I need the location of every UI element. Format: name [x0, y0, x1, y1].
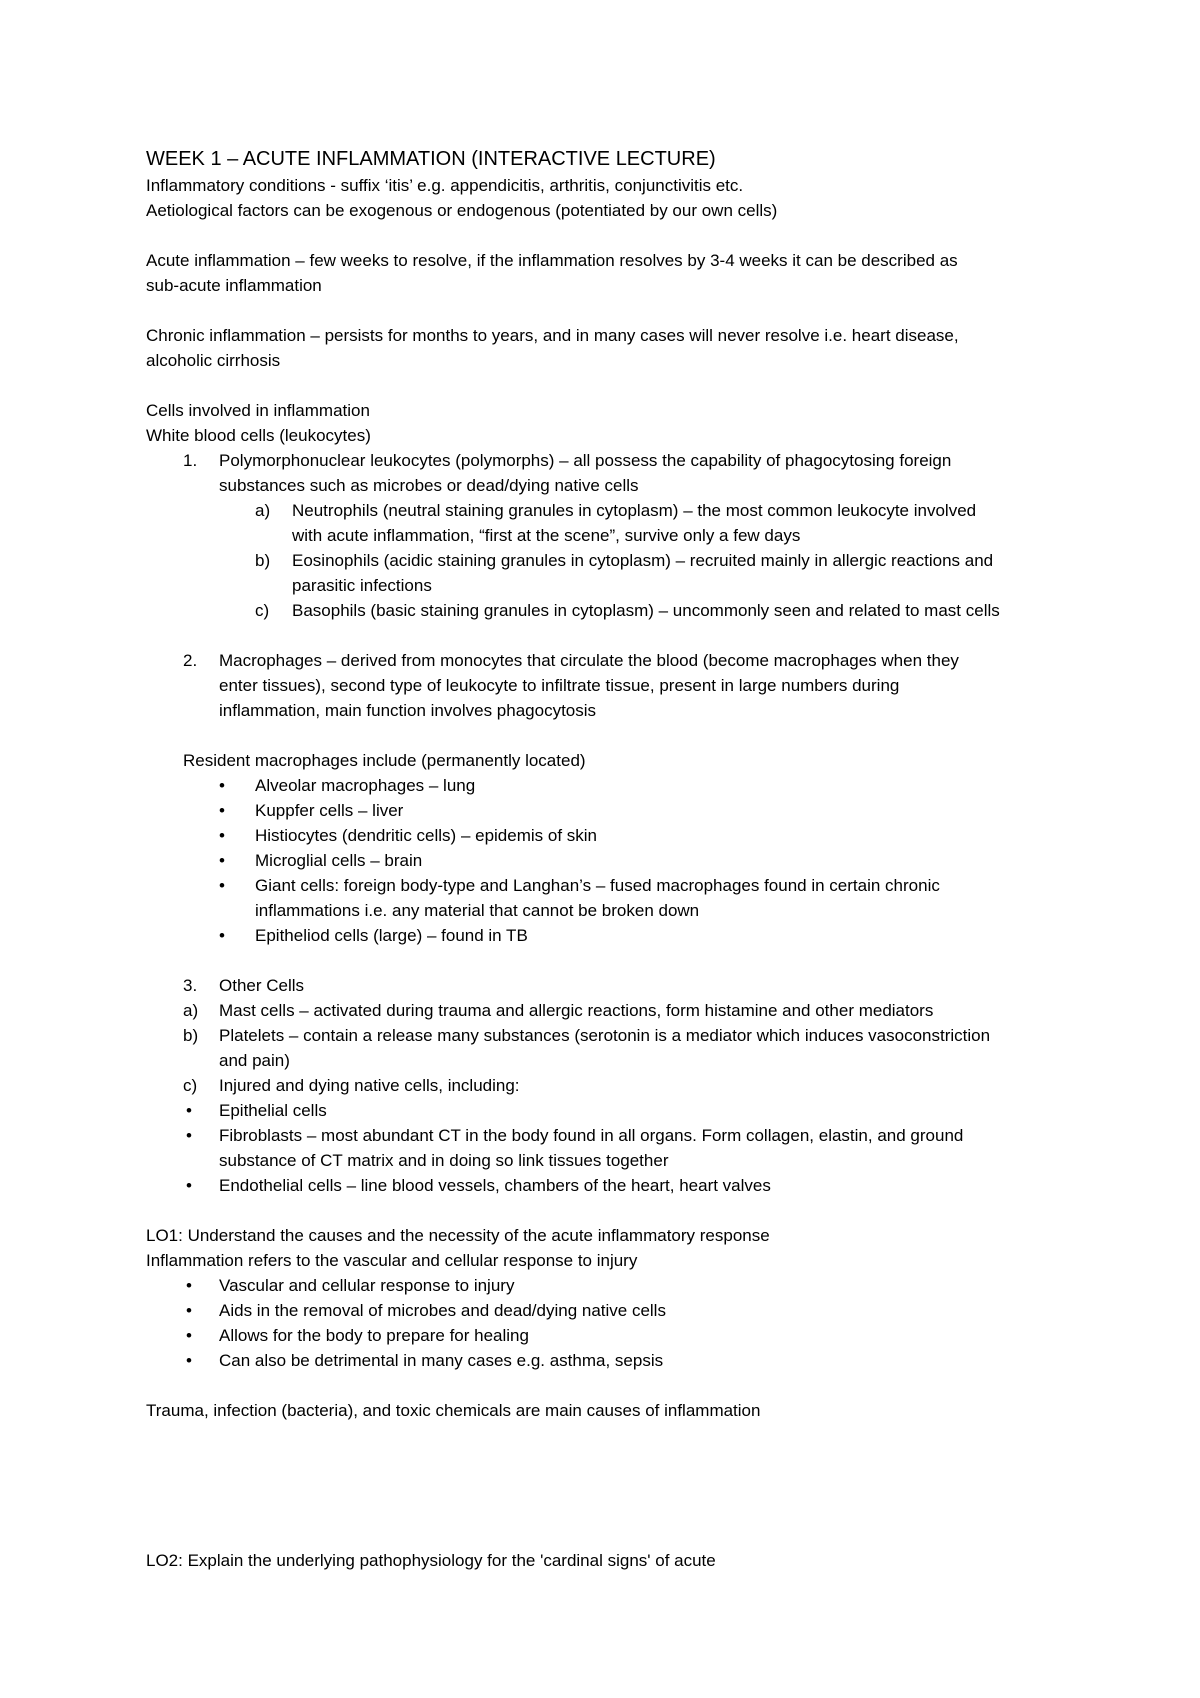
- bullet-icon: [219, 800, 225, 822]
- bullet-text: Vascular and cellular response to injury: [219, 1276, 515, 1295]
- wbc-heading: White blood cells (leukocytes): [146, 426, 371, 445]
- list-item-text: Polymorphonuclear leukocytes (polymorphs) – all possess the capability of phagocytosing foreign: [219, 451, 952, 470]
- intro-line: Aetiological factors can be exogenous or endogenous (potentiated by our own cells): [146, 201, 778, 220]
- causes-text: Trauma, infection (bacteria), and toxic chemicals are main causes of inflammation: [146, 1401, 761, 1420]
- intro-line: Inflammatory conditions - suffix ‘itis’ e.g. appendicitis, arthritis, conjunctivitis etc.: [146, 176, 744, 195]
- sub-item-text: Eosinophils (acidic staining granules in cytoplasm) – recruited mainly in allergic reactions and: [292, 551, 994, 570]
- bullet-icon: [219, 825, 225, 847]
- list-item-text: inflammation, main function involves phagocytosis: [219, 701, 597, 720]
- bullet-icon: [186, 1100, 192, 1122]
- bullet-text: Histiocytes (dendritic cells) – epidemis of skin: [255, 826, 598, 845]
- acute-definition: sub-acute inflammation: [146, 276, 322, 295]
- bullet-icon: [186, 1125, 192, 1147]
- chronic-definition: alcoholic cirrhosis: [146, 351, 281, 370]
- lo2-heading: LO2: Explain the underlying pathophysiology for the 'cardinal signs' of acute: [146, 1551, 716, 1570]
- page-title: WEEK 1 – ACUTE INFLAMMATION (INTERACTIVE LECTURE): [146, 148, 716, 170]
- list-marker: 2.: [183, 651, 198, 670]
- sub-item-text: Injured and dying native cells, including:: [219, 1076, 520, 1095]
- list-marker: c): [183, 1076, 198, 1095]
- lo1-subheading: Inflammation refers to the vascular and cellular response to injury: [146, 1251, 638, 1270]
- bullet-icon: [219, 775, 225, 797]
- bullet-text: Can also be detrimental in many cases e.g. asthma, sepsis: [219, 1351, 664, 1370]
- bullet-text: Endothelial cells – line blood vessels, chambers of the heart, heart valves: [219, 1176, 771, 1195]
- bullet-text: Giant cells: foreign body-type and Langhan’s – fused macrophages found in certain chronic: [255, 876, 940, 895]
- sub-item-text: parasitic infections: [292, 576, 432, 595]
- bullet-icon: [186, 1175, 192, 1197]
- list-marker: b): [255, 551, 271, 570]
- resident-heading: Resident macrophages include (permanently located): [183, 751, 586, 770]
- list-item-text: enter tissues), second type of leukocyte to infiltrate tissue, present in large numbers during: [219, 676, 900, 695]
- bullet-text: Aids in the removal of microbes and dead/dying native cells: [219, 1301, 666, 1320]
- bullet-text: substance of CT matrix and in doing so link tissues together: [219, 1151, 669, 1170]
- bullet-text: Microglial cells – brain: [255, 851, 423, 870]
- chronic-definition: Chronic inflammation – persists for months to years, and in many cases will never resolve i.e. heart disease,: [146, 326, 959, 345]
- sub-item-text: Basophils (basic staining granules in cytoplasm) – uncommonly seen and related to mast cells: [292, 601, 1000, 620]
- sub-item-text: Platelets – contain a release many substances (serotonin is a mediator which induces vasoconstriction: [219, 1026, 991, 1045]
- list-marker: 3.: [183, 976, 198, 995]
- cells-heading: Cells involved in inflammation: [146, 401, 370, 420]
- bullet-icon: [186, 1325, 192, 1347]
- sub-item-text: Neutrophils (neutral staining granules in cytoplasm) – the most common leukocyte involved: [292, 501, 977, 520]
- bullet-icon: [219, 850, 225, 872]
- list-marker: a): [255, 501, 271, 520]
- bullet-icon: [186, 1350, 192, 1372]
- list-item-text: Macrophages – derived from monocytes that circulate the blood (become macrophages when they: [219, 651, 959, 670]
- acute-definition: Acute inflammation – few weeks to resolve, if the inflammation resolves by 3-4 weeks it can be described as: [146, 251, 958, 270]
- bullet-text: Kuppfer cells – liver: [255, 801, 404, 820]
- list-item-text: substances such as microbes or dead/dying native cells: [219, 476, 639, 495]
- sub-item-text: with acute inflammation, “first at the scene”, survive only a few days: [292, 526, 801, 545]
- bullet-icon: [219, 875, 225, 897]
- list-marker: a): [183, 1001, 199, 1020]
- bullet-text: Epithelial cells: [219, 1101, 327, 1120]
- bullet-text: inflammations i.e. any material that cannot be broken down: [255, 901, 700, 920]
- list-marker: b): [183, 1026, 199, 1045]
- bullet-icon: [186, 1300, 192, 1322]
- sub-item-text: and pain): [219, 1051, 290, 1070]
- list-marker: c): [255, 601, 270, 620]
- list-marker: 1.: [183, 451, 198, 470]
- lo1-heading: LO1: Understand the causes and the necessity of the acute inflammatory response: [146, 1226, 770, 1245]
- list-item-text: Other Cells: [219, 976, 305, 995]
- bullet-text: Fibroblasts – most abundant CT in the body found in all organs. Form collagen, elastin, and ground: [219, 1126, 964, 1145]
- bullet-text: Alveolar macrophages – lung: [255, 776, 476, 795]
- sub-item-text: Mast cells – activated during trauma and allergic reactions, form histamine and other mediators: [219, 1001, 934, 1020]
- bullet-icon: [219, 925, 225, 947]
- bullet-icon: [186, 1275, 192, 1297]
- bullet-text: Epitheliod cells (large) – found in TB: [255, 926, 528, 945]
- bullet-text: Allows for the body to prepare for healing: [219, 1326, 529, 1345]
